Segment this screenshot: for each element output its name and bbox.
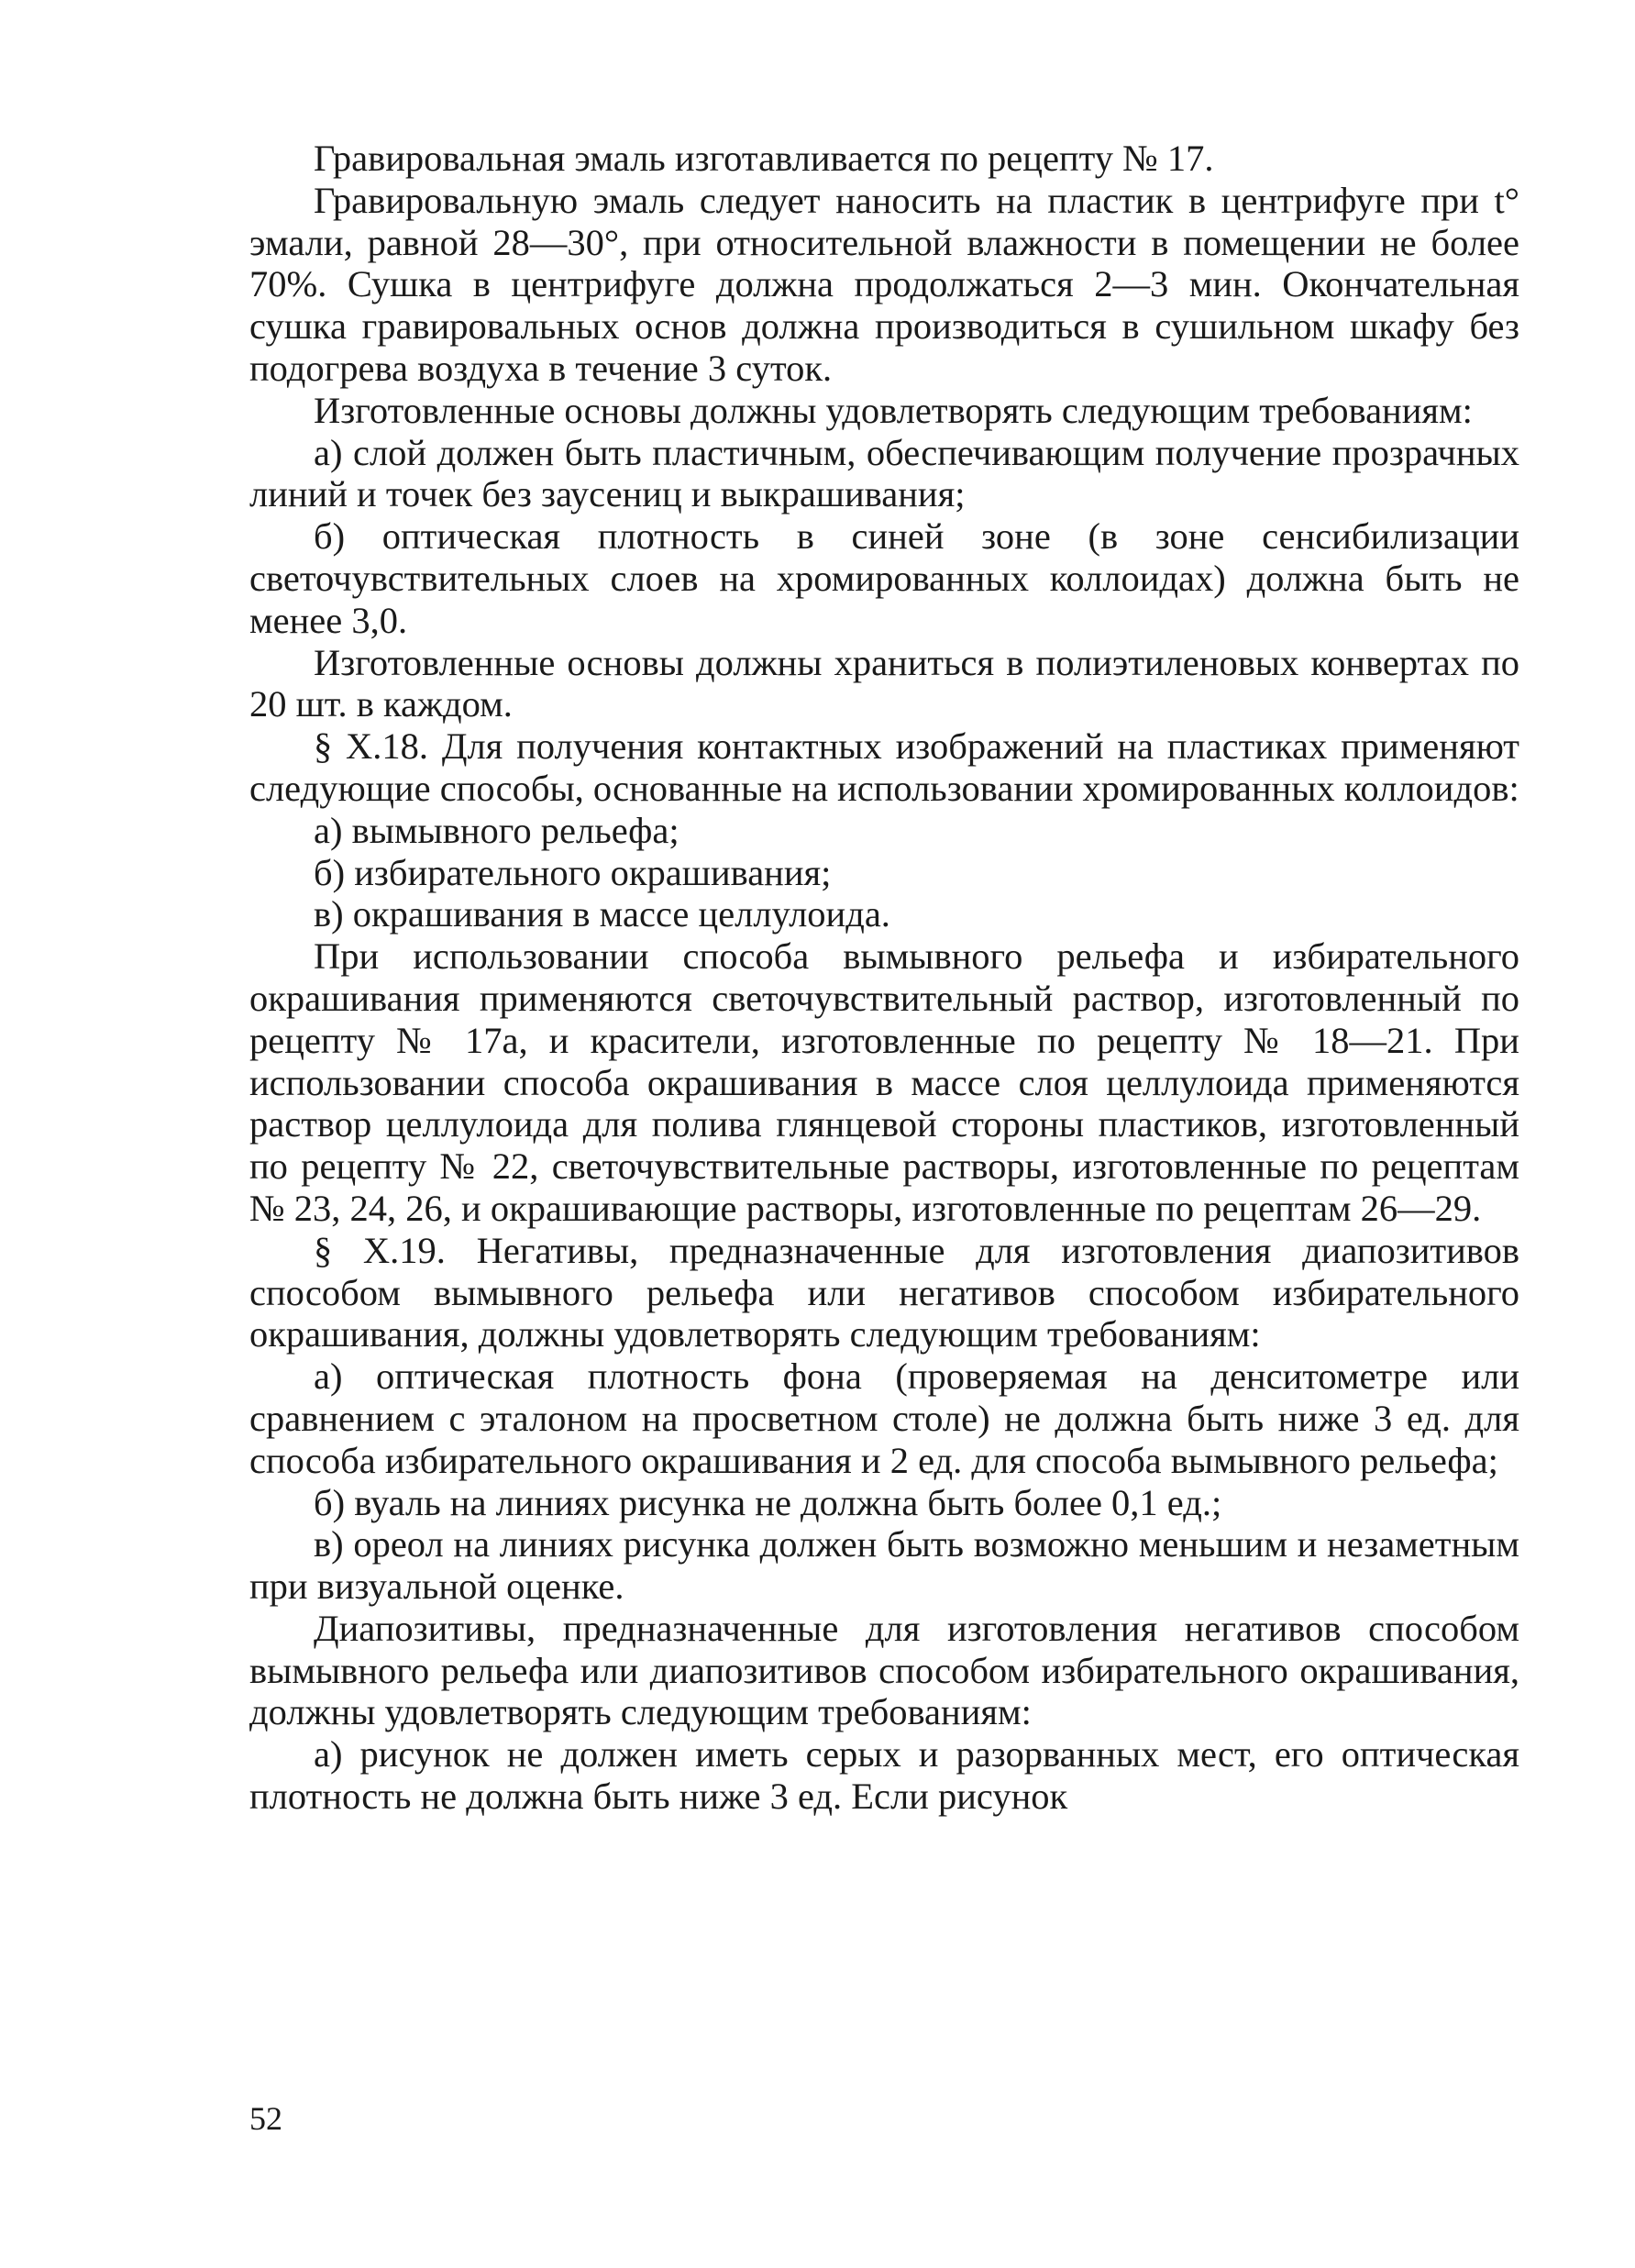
page-body [249, 138, 1519, 1818]
section-x18-heading-paragraph: § X.18. Для получения контактных изображений на пластиках применяют следующие способы, основанные на использовании хромированных коллоидов: [249, 725, 1519, 809]
paragraph-method-solutions: При использовании способа вымывного рельефа и избирательного окрашивания применяются светочувствительный раствор, изготовленный по рецепту № 17а, и красители, изготовленные по рецепту № 18—21. При использовании способа окрашивания в массе слоя целлулоида применяются раствор целлулоида для полива глянцевой стороны пластиков, изготовленный по рецепту № 22, светочувствительные растворы, изготовленные по рецептам № 23, 24, 26, и окрашивающие растворы, изготовленные по рецептам 26—29. [249, 935, 1519, 1229]
paragraph-enamel-application: Гравировальную эмаль следует наносить на пластик в центрифуге при t° эмали, равной 28—30°, при относительной влажности в помещении не более 70%. Сушка в центрифуге должна продолжаться 2—3 мин. Окончательная сушка гравировальных основ должна производиться в сушильном шкафу без подогрева воздуха в течение 3 суток. [249, 179, 1519, 389]
paragraph-base-requirements-intro: Изготовленные основы должны удовлетворять следующим требованиям: [314, 389, 1473, 431]
list-item-a-drawing-quality: а) рисунок не должен иметь серых и разорванных мест, его оптическая плотность не должна быть ниже 3 ед. Если рисунок [249, 1733, 1519, 1818]
paragraph-diapositive-requirements-intro: Диапозитивы, предназначенные для изготовления негативов способом вымывного рельефа или диапозитивов способом избирательного окрашивания, должны удовлетворять следующим требованиям: [249, 1607, 1519, 1733]
list-item-a-layer-plastic: а) слой должен быть пластичным, обеспечивающим получение прозрачных линий и точек без заусениц и выкрашивания; [249, 431, 1519, 515]
paragraph-engraving-enamel-recipe: Гравировальная эмаль изготавливается по рецепту № 17. [314, 138, 1214, 179]
list-item-c-celluloid-mass-coloring: в) окрашивания в массе целлулоида. [314, 893, 890, 935]
list-item-a-background-density: а) оптическая плотность фона (проверяемая на денситометре или сравнением с эталоном на просветном столе) не должна быть ниже 3 ед. для способа избирательного окрашивания и 2 ед. для способа вымывного рельефа; [249, 1355, 1519, 1481]
section-x19-heading-paragraph: § X.19. Негативы, предназначенные для изготовления диапозитивов способом вымывного рельефа или негативов способом избирательного окрашивания, должны удовлетворять следующим требованиям: [249, 1229, 1519, 1355]
list-item-a-washout-relief: а) вымывного рельефа; [314, 809, 679, 851]
list-item-b-selective-coloring: б) избирательного окрашивания; [314, 851, 832, 893]
list-item-b-optical-density: б) оптическая плотность в синей зоне (в зоне сенсибилизации светочувствительных слоев на хромированных коллоидах) должна быть не менее 3,0. [249, 515, 1519, 641]
page-number: 52 [249, 2100, 282, 2137]
list-item-b-line-fog: б) вуаль на линиях рисунка не должна быть более 0,1 ед.; [314, 1481, 1222, 1523]
paragraph-base-storage: Изготовленные основы должны храниться в полиэтиленовых конвертах по 20 шт. в каждом. [249, 641, 1519, 725]
list-item-c-line-halo: в) ореол на линиях рисунка должен быть возможно меньшим и незаметным при визуальной оценке. [249, 1523, 1519, 1608]
